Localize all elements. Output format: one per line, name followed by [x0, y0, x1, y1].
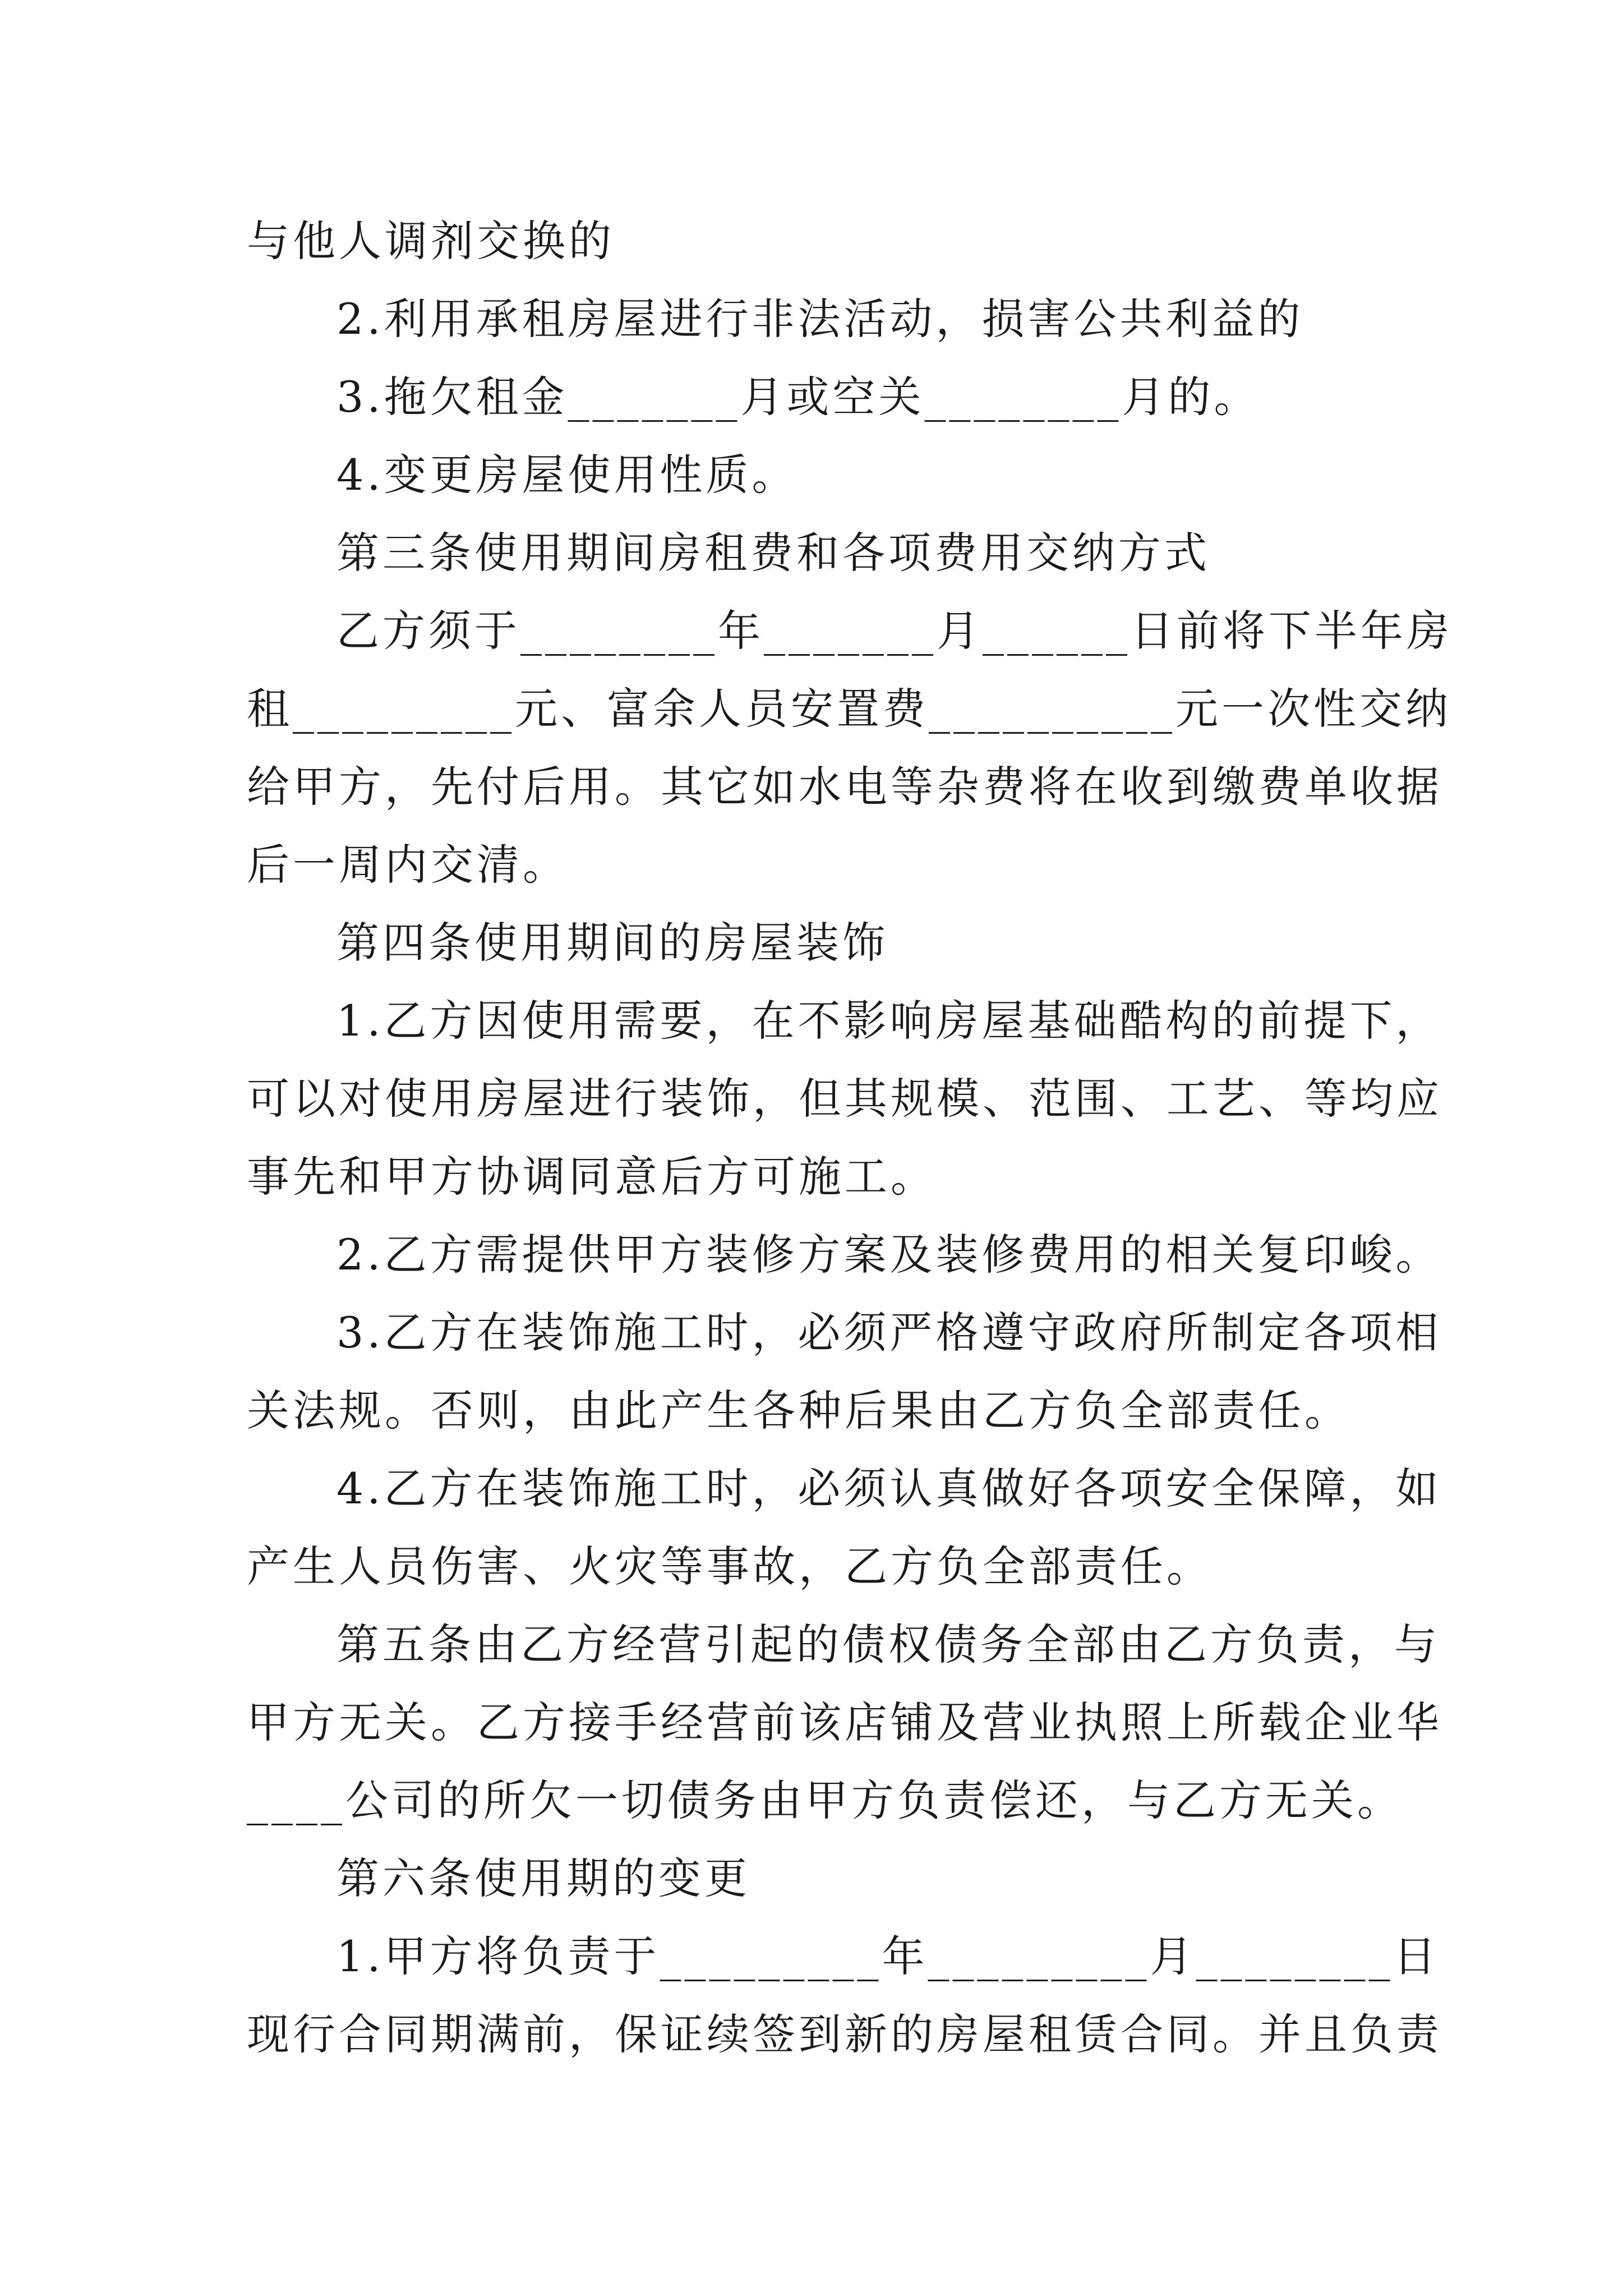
text-line: 可以对使用房屋进行装饰，但其规模、范围、工艺、等均应 — [247, 1074, 1442, 1124]
text-line: 后一周内交清。 — [247, 840, 569, 890]
text-line: 2.利用承租房屋进行非法活动，损害公共利益的 — [336, 294, 1304, 344]
text-line: 给甲方，先付后用。其它如水电等杂费将在收到缴费单收据 — [247, 762, 1442, 812]
section-heading: 第三条使用期间房租费和各项费用交纳方式 — [336, 528, 1210, 578]
text-line: 事先和甲方协调同意后方可施工。 — [247, 1152, 937, 1202]
text-line: 4.变更房屋使用性质。 — [336, 450, 798, 500]
text-line: 甲方无关。乙方接手经营前该店铺及营业执照上所载企业华 — [247, 1697, 1442, 1747]
text-line: 2.乙方需提供甲方装修方案及装修费用的相关复印峻。 — [336, 1230, 1442, 1280]
document-body — [247, 202, 1453, 2073]
section-heading: 第六条使用期的变更 — [336, 1853, 750, 1903]
text-line: 1.乙方因使用需要，在不影响房屋基础酷构的前提下， — [336, 996, 1442, 1046]
text-line: 产生人员伤害、火灾等事故，乙方负全部责任。 — [247, 1542, 1212, 1591]
text-line: 现行合同期满前，保证续签到新的房屋租赁合同。并且负责 — [247, 2009, 1442, 2059]
text-line: ____公司的所欠一切债务由甲方负责偿还，与乙方无关。 — [247, 1775, 1403, 1825]
text-line: 乙方须于________年_______月______日前将下半年房 — [336, 606, 1453, 656]
text-line: 1.甲方将负责于_________年_________月________日 — [336, 1931, 1440, 1981]
text-line: 3.乙方在装饰施工时，必须严格遵守政府所制定各项相 — [336, 1308, 1442, 1358]
text-line: 4.乙方在装饰施工时，必须认真做好各项安全保障，如 — [336, 1464, 1442, 1513]
section-heading: 第五条由乙方经营引起的债权债务全部由乙方负责，与 — [336, 1619, 1440, 1669]
text-line: 租_________元、富余人员安置费__________元一次性交纳 — [247, 684, 1451, 734]
text-line: 关法规。否则，由此产生各种后果由乙方负全部责任。 — [247, 1386, 1350, 1435]
text-line: 3.拖欠租金_______月或空关________月的。 — [336, 372, 1260, 422]
section-heading: 第四条使用期间的房屋装饰 — [336, 918, 888, 968]
text-line: 与他人调剂交换的 — [247, 216, 615, 266]
